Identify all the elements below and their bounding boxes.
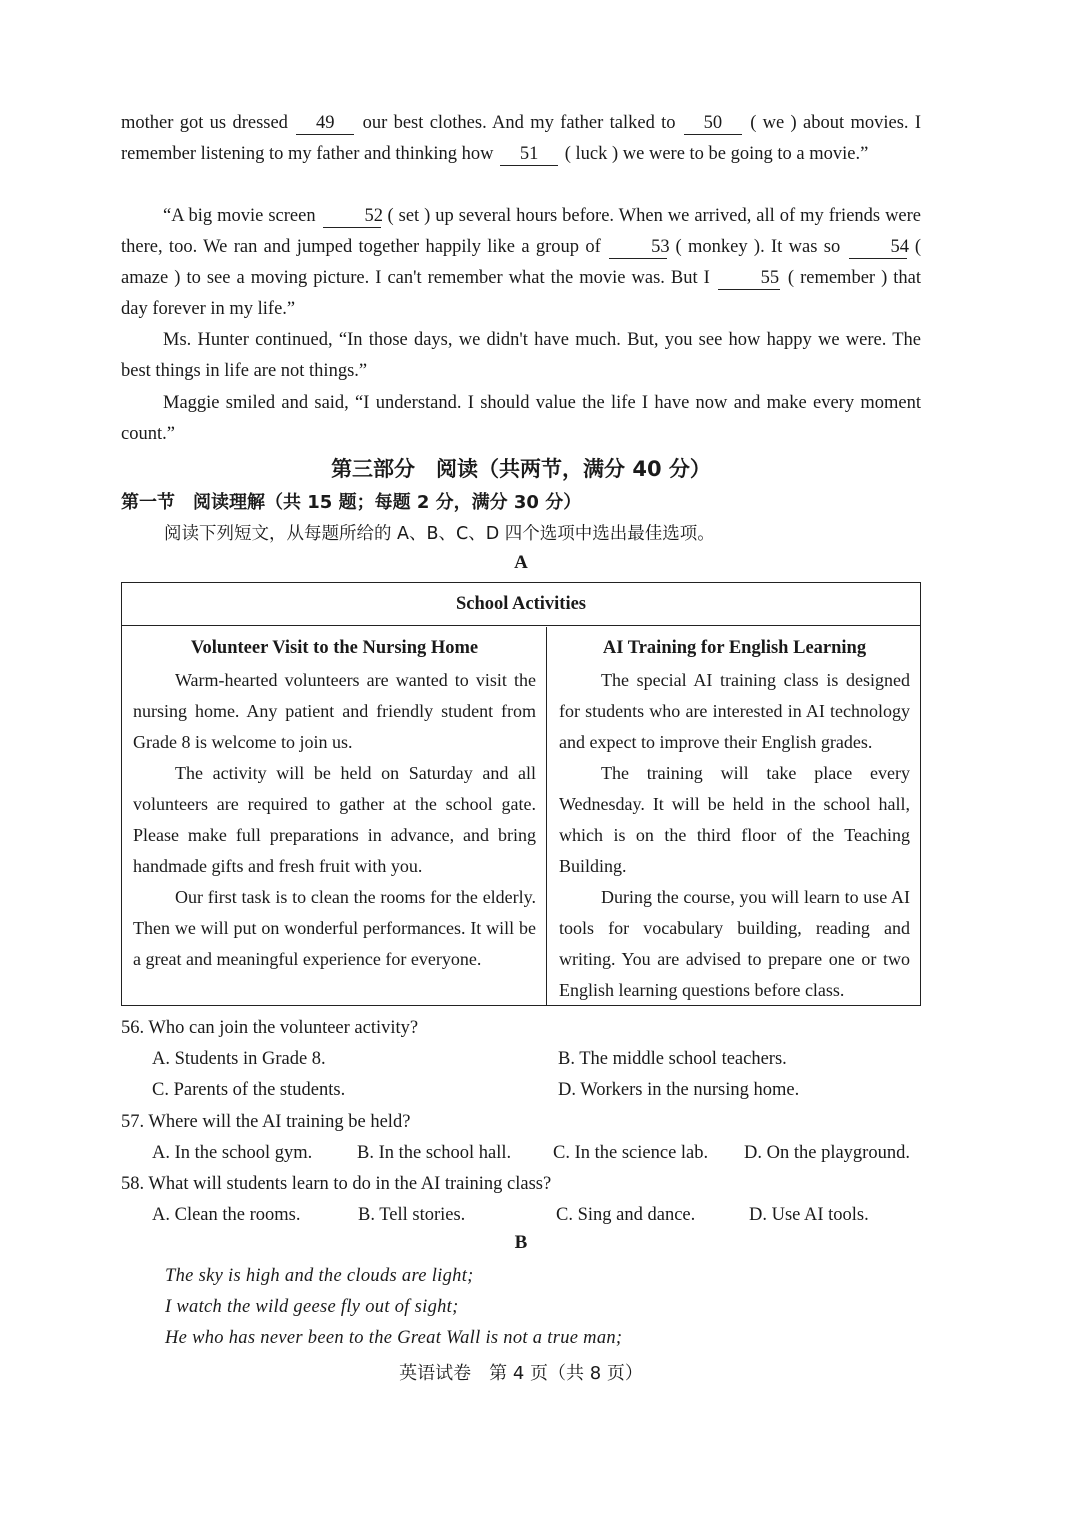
volunteer-paragraph: The activity will be held on Saturday and all volunteers are required to gather at the school gate. Please make full preparations in advance, and bring handmade gifts and fresh fruit with you. (133, 763, 536, 876)
school-activities-table (121, 582, 921, 1006)
poem-line: The sky is high and the clouds are light; (165, 1266, 474, 1286)
passage-b-letter: B (514, 1232, 528, 1253)
volunteer-paragraph: Warm-hearted volunteers are wanted to visit the nursing home. Any patient and friendly student from Grade 8 is welcome to join us. (133, 670, 536, 752)
table-title: School Activities (122, 583, 920, 626)
option-58-b[interactable]: B. Tell stories. (358, 1205, 466, 1225)
option-58-d[interactable]: D. Use AI tools. (749, 1205, 869, 1225)
blank-53: 53 (609, 236, 667, 259)
blank-51: 51 (500, 143, 558, 166)
passage-a-letter: A (514, 552, 528, 573)
option-57-b[interactable]: B. In the school hall. (357, 1143, 512, 1163)
option-57-d[interactable]: D. On the playground. (744, 1143, 910, 1163)
volunteer-column (122, 627, 547, 1005)
option-57-c[interactable]: C. In the science lab. (553, 1143, 709, 1163)
blank-55: 55 (718, 267, 780, 290)
poem-line: He who has never been to the Great Wall is not a true man; (165, 1328, 623, 1348)
question-58: 58. What will students learn to do in the AI training class? (121, 1174, 552, 1194)
question-56: 56. Who can join the volunteer activity? (121, 1018, 419, 1038)
blank-49: 49 (296, 112, 354, 135)
ai-training-paragraph: The special AI training class is designed for students who are interested in AI technology and expect to improve their English grades. (559, 670, 910, 752)
ai-training-paragraph: During the course, you will learn to use AI tools for vocabulary building, reading and writing. You are advised to prepare one or two English learning questions before class. (559, 887, 910, 1000)
volunteer-paragraph: Our first task is to clean the rooms for the elderly. Then we will put on wonderful performances. It will be a great and meaningful experience for everyone. (133, 887, 536, 969)
blank-52: 52 (323, 205, 381, 228)
instruction-text: 阅读下列短文，从每题所给的 A、B、C、D 四个选项中选出最佳选项。 (164, 524, 715, 544)
page-footer: 英语试卷 第 4 页（共 8 页） (399, 1363, 643, 1384)
option-56-c[interactable]: C. Parents of the students. (152, 1080, 346, 1100)
subsection-title: 第一节 阅读理解（共 15 题；每题 2 分，满分 30 分） (121, 492, 582, 513)
option-56-b[interactable]: B. The middle school teachers. (558, 1049, 787, 1069)
ai-training-paragraph: The training will take place every Wednesday. It will be held in the school hall, which is on the third floor of the Teaching Building. (559, 763, 910, 876)
option-58-c[interactable]: C. Sing and dance. (556, 1205, 696, 1225)
option-56-a[interactable]: A. Students in Grade 8. (152, 1049, 326, 1069)
option-57-a[interactable]: A. In the school gym. (152, 1143, 313, 1163)
option-56-d[interactable]: D. Workers in the nursing home. (558, 1080, 800, 1100)
option-58-a[interactable]: A. Clean the rooms. (152, 1205, 301, 1225)
cloze-paragraph-1: mother got us dressed 49 our best clothes. And my father talked to 50 ( we ) about movies. I remember listening to my father and thinking how 51 ( luck ) we were to be going to a movie.” (121, 113, 922, 164)
cloze-paragraph-4: Maggie smiled and said, “I understand. I should value the life I have now and make every moment count.” (121, 393, 921, 444)
poem-line: I watch the wild geese fly out of sight; (165, 1297, 459, 1317)
blank-50: 50 (684, 112, 742, 135)
cloze-paragraph-3: Ms. Hunter continued, “In those days, we didn't have much. But, you see how happy we were. The best things in life are not things.” (121, 330, 921, 381)
blank-54: 54 (849, 236, 907, 259)
volunteer-title: Volunteer Visit to the Nursing Home (190, 638, 479, 658)
ai-training-title: AI Training for English Learning (602, 638, 867, 658)
ai-training-column (548, 627, 920, 1005)
cloze-paragraph-2: “A big movie screen 52 ( set ) up several hours before. When we arrived, all of my friends were there, too. We ran and jumped together happily like a group of 53 ( monkey ). It was so 54 ( amaze ) to see a moving picture. I can't remember what the movie was. But I 55 ( remember ) that day forever in my life.” (121, 206, 922, 319)
question-57: 57. Where will the AI training be held? (121, 1112, 411, 1132)
part-title: 第三部分 阅读（共两节，满分 40 分） (331, 457, 711, 481)
